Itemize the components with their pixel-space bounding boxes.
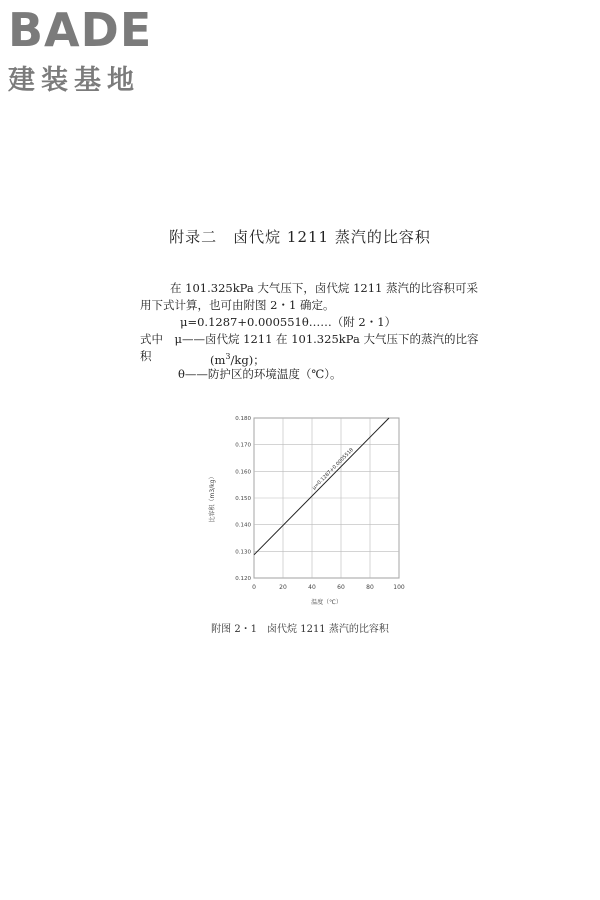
x-tick-label: 40	[308, 584, 316, 591]
x-tick-label: 80	[366, 584, 374, 591]
y-tick-label: 0.150	[235, 496, 251, 502]
theta-definition: θ——防护区的环境温度（℃）。	[178, 367, 342, 381]
intro-paragraph: 在 101.325kPa 大气压下，卤代烷 1211 蒸汽的比容积可采用下式计算，也可由附图 2・1 确定。	[140, 281, 478, 312]
x-tick-label: 60	[337, 584, 345, 591]
figure-caption: 附图 2・1 卤代烷 1211 蒸汽的比容积	[211, 624, 389, 635]
line-annotation: μ=0.1287+0.000551θ	[311, 447, 355, 492]
y-tick-label: 0.140	[235, 522, 251, 529]
mu-definition: 式中 μ——卤代烷 1211 在 101.325kPa 大气压下的蒸汽的比容积	[140, 332, 479, 363]
specific-volume-chart	[204, 410, 414, 605]
x-tick-label: 0	[252, 584, 256, 591]
y-axis-label: 比容积（m3/kg）	[209, 473, 216, 523]
x-tick-label: 100	[393, 584, 405, 591]
series-line	[254, 418, 389, 555]
y-tick-label: 0.120	[235, 576, 251, 582]
logo-subtitle: 建装基地	[8, 65, 140, 96]
y-tick-label: 0.130	[235, 549, 251, 556]
logo-wordmark: BADE	[8, 3, 153, 57]
formula-line: μ=0.1287+0.000551θ……（附 2・1）	[180, 315, 397, 329]
y-tick-label: 0.160	[235, 469, 251, 476]
mu-unit-sup: 3	[225, 352, 231, 361]
mu-unit-pre: (m	[210, 352, 226, 367]
y-tick-label: 0.170	[235, 442, 251, 449]
appendix-title: 附录二 卤代烷 1211 蒸汽的比容积	[169, 228, 431, 246]
y-tick-label: 0.180	[235, 416, 251, 422]
mu-unit-post: /kg)；	[230, 352, 265, 367]
x-axis-label: 温度（℃）	[311, 599, 342, 605]
logo	[8, 3, 153, 97]
x-tick-label: 20	[279, 584, 287, 591]
